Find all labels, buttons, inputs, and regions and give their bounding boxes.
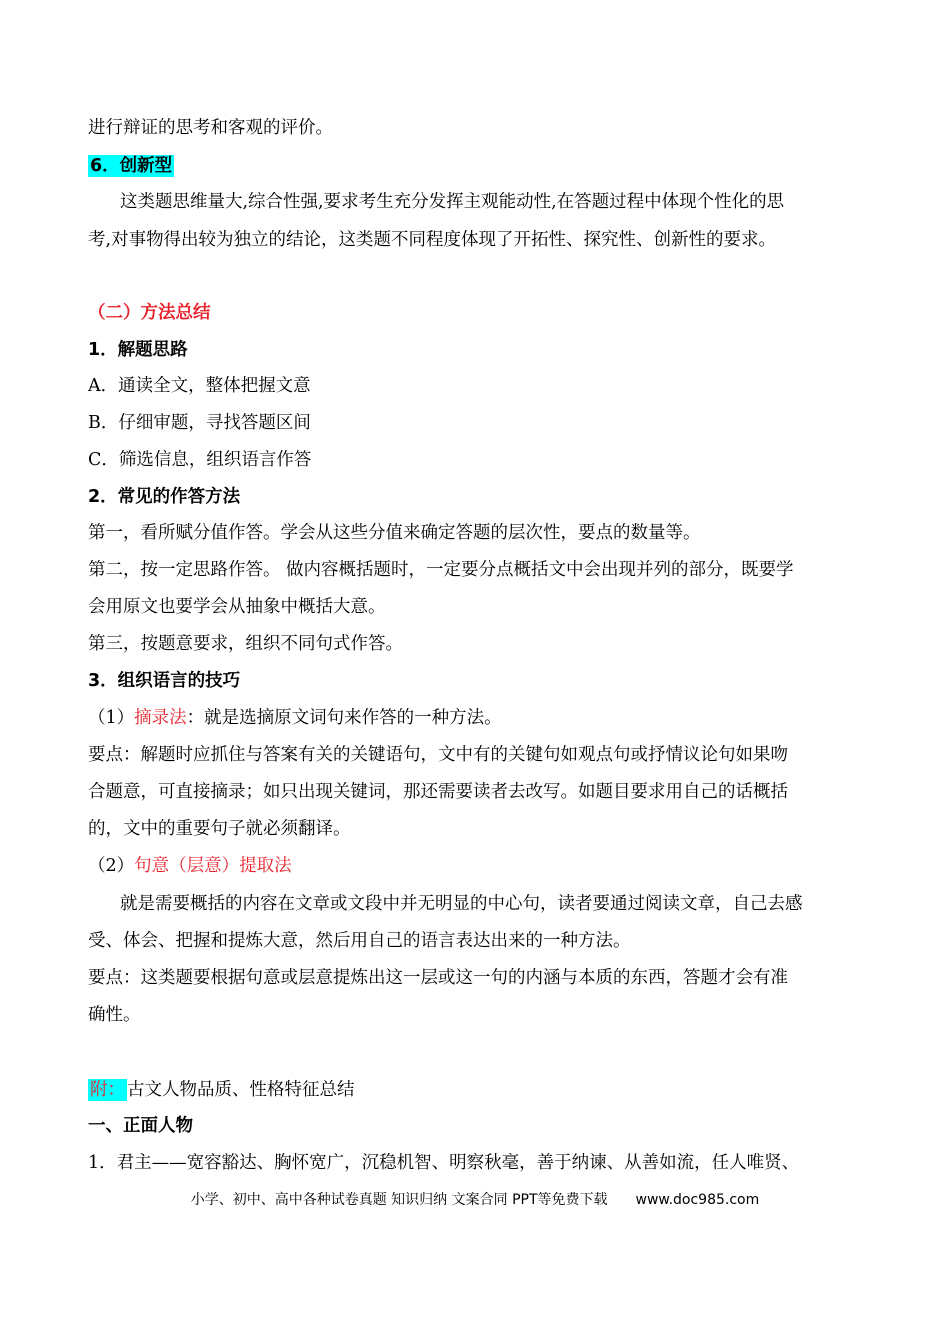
- paragraph-line: 第二，按一定思路作答。 做内容概括题时，一定要分点概括文中会出现并列的部分，既要学: [88, 560, 794, 580]
- paragraph-line: 要点：这类题要根据句意或层意提炼出这一层或这一句的内涵与本质的东西，答题才会有准: [88, 968, 788, 988]
- list-item: A．通读全文，整体把握文意: [88, 376, 311, 396]
- list-item: C．筛选信息，组织语言作答: [88, 450, 312, 470]
- method-line: [88, 705, 878, 731]
- paragraph-line: 要点：解题时应抓住与答案有关的关键语句，文中有的关键句如观点句或抒情议论句如果吻: [88, 745, 788, 765]
- item-heading: 一、正面人物: [88, 1116, 193, 1136]
- item-heading: 3．组织语言的技巧: [88, 671, 241, 691]
- paragraph-line: 受、体会、把握和提炼大意，然后用自己的语言表达出来的一种方法。: [88, 931, 631, 951]
- appendix-title: [88, 1077, 878, 1103]
- paragraph-line: 1．君主——宽容豁达、胸怀宽广，沉稳机智、明察秋毫，善于纳谏、从善如流，任人唯贤、: [88, 1153, 800, 1173]
- paragraph-line: 合题意，可直接摘录；如只出现关键词，那还需要读者去改写。如题目要求用自己的话概括: [88, 782, 788, 802]
- paragraph-line: 的，文中的重要句子就必须翻译。: [88, 819, 351, 839]
- section-heading: [88, 153, 878, 179]
- method-description: ：就是选摘原文词句来作答的一种方法。: [186, 708, 502, 728]
- method-name: 句意（层意）提取法: [134, 856, 292, 876]
- appendix-label: 附：: [90, 1080, 125, 1100]
- paragraph-line: 第三，按题意要求，组织不同句式作答。: [88, 634, 403, 654]
- paragraph-line: 这类题思维量大,综合性强,要求考生充分发挥主观能动性,在答题过程中体现个性化的思: [120, 192, 785, 212]
- highlighted-heading: 6．创新型: [90, 156, 173, 176]
- page-footer: 小学、初中、高中各种试卷真题 知识归纳 文案合同 PPT等免费下载 www.doc985.com: [190, 1192, 760, 1208]
- appendix-text: 古文人物品质、性格特征总结: [127, 1080, 355, 1100]
- item-heading: 2．常见的作答方法: [88, 487, 241, 507]
- list-item: B．仔细审题，寻找答题区间: [88, 413, 311, 433]
- subsection-title: （二）方法总结: [88, 303, 211, 323]
- method-name: 摘录法: [134, 708, 187, 728]
- method-number: （2）: [88, 856, 135, 876]
- paragraph-line: 会用原文也要学会从抽象中概括大意。: [88, 597, 386, 617]
- paragraph-line: 就是需要概括的内容在文章或文段中并无明显的中心句，读者要通过阅读文章，自己去感: [120, 894, 803, 914]
- paragraph-line: 第一，看所赋分值作答。学会从这些分值来确定答题的层次性，要点的数量等。: [88, 523, 701, 543]
- paragraph-line: 考,对事物得出较为独立的结论，这类题不同程度体现了开拓性、探究性、创新性的要求。: [88, 230, 777, 250]
- method-line: [88, 853, 878, 879]
- method-number: （1）: [88, 708, 135, 728]
- item-heading: 1．解题思路: [88, 340, 188, 360]
- paragraph-line: 确性。: [88, 1005, 141, 1025]
- text-line: 进行辩证的思考和客观的评价。: [88, 118, 333, 138]
